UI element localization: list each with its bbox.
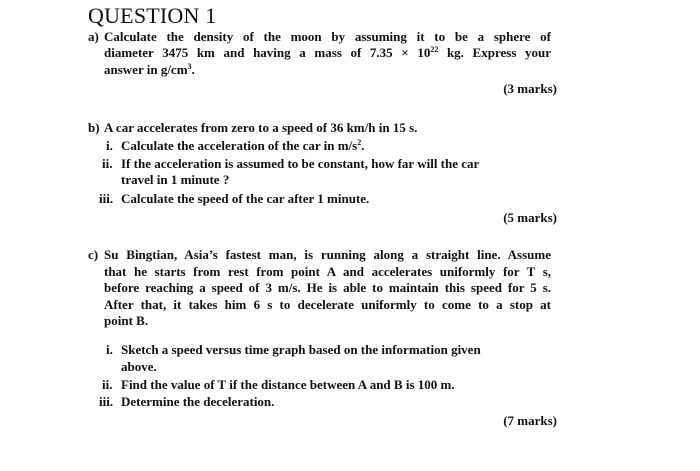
part-c-line-4: After that, it takes him 6 s to decelerate uniformly to come to a stop at [104, 297, 551, 312]
part-b-ii-line-2: travel in 1 minute ? [121, 172, 230, 187]
part-c-label: c) [88, 247, 99, 262]
part-b-i-text: Calculate the acceleration of the car in $m/s^2$. [121, 138, 365, 153]
part-a-line-2: diameter 3475 km and having a mass of $7.35 \times 10^{22}$ kg. Express your [104, 45, 551, 60]
part-a-marks: (3 marks) [503, 81, 557, 96]
part-c-i-line-2: above. [121, 359, 157, 374]
part-a-line-3: answer in $g/cm^3$. [104, 62, 195, 77]
part-c-ii-label: ii. [102, 377, 113, 392]
part-c-line-3: before reaching a speed of 3 m/s. He is able to maintain this speed for 5 s. [104, 280, 551, 295]
part-c-marks: (7 marks) [503, 413, 557, 428]
part-c-iii-label: iii. [99, 394, 114, 409]
part-b-marks: (5 marks) [503, 210, 557, 225]
part-b-ii-line-1: If the acceleration is assumed to be constant, how far will the car [121, 156, 480, 171]
part-a-label: a) [88, 29, 99, 44]
part-c-line-2: that he starts from rest from point A and accelerates uniformly for T s, [104, 264, 551, 279]
part-b-iii-label: iii. [99, 191, 114, 206]
part-b-iii-text: Calculate the speed of the car after 1 minute. [121, 191, 370, 206]
part-b-label: b) [88, 120, 100, 135]
part-b-line-1: A car accelerates from zero to a speed of 36 km/h in 15 s. [104, 120, 418, 135]
part-a-line-1: Calculate the density of the moon by assuming it to be a sphere of [104, 29, 551, 44]
part-c-i-line-1: Sketch a speed versus time graph based on the information given [121, 342, 481, 357]
part-c-line-1: Su Bingtian, Asia’s fastest man, is running along a straight line. Assume [104, 247, 551, 262]
question-title: QUESTION 1 [88, 3, 217, 28]
part-c-line-5: point B. [104, 313, 149, 328]
part-b-ii-label: ii. [102, 156, 113, 171]
part-c-iii-text: Determine the deceleration. [121, 394, 275, 409]
part-c-i-label: i. [106, 342, 113, 357]
part-b-i-label: i. [106, 138, 113, 153]
part-c-ii-text: Find the value of T if the distance between A and B is 100 m. [121, 377, 455, 392]
